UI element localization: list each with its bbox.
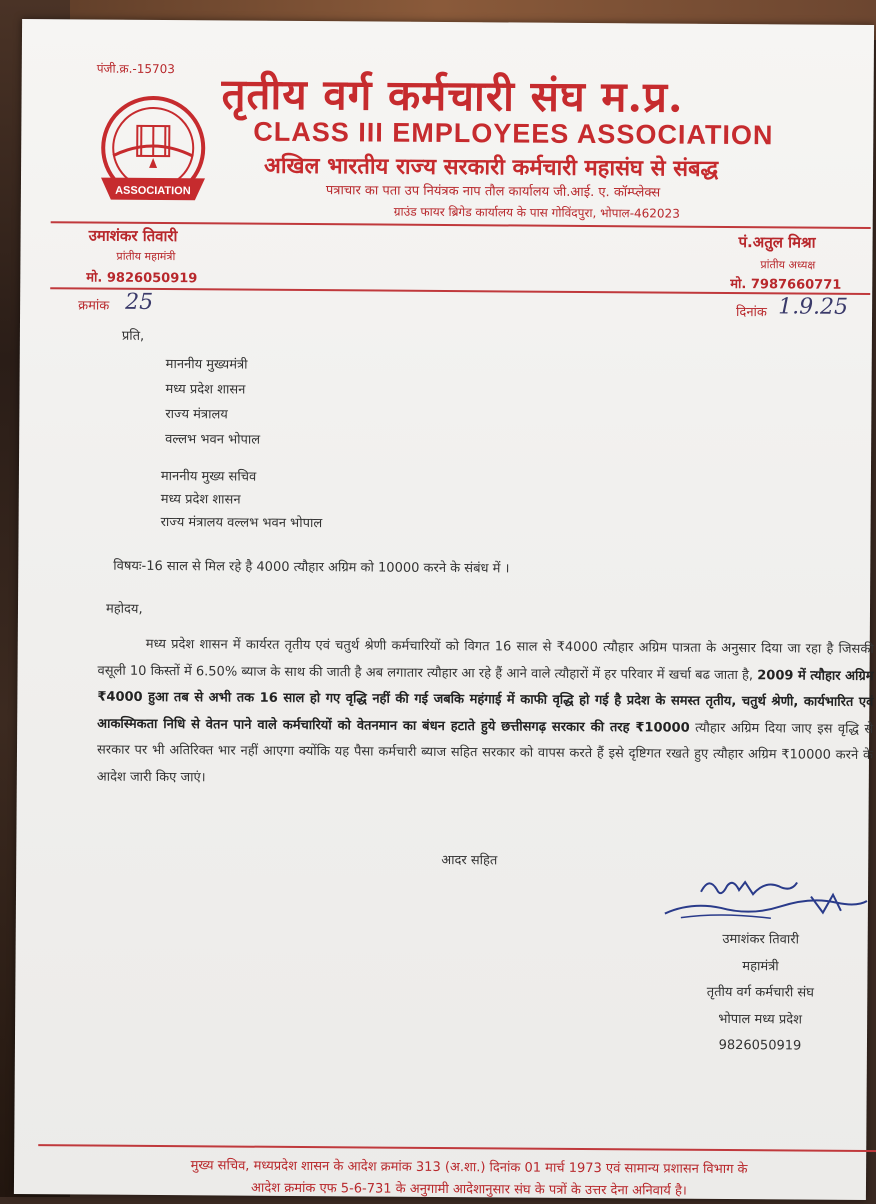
association-title-english: CLASS III EMPLOYEES ASSOCIATION (253, 117, 773, 152)
right-officer-mobile: मो. 7987660771 (730, 274, 841, 293)
logo-text: ASSOCIATION (115, 185, 191, 198)
subject-line: विषयः-16 साल से मिल रहे है 4000 त्यौहार अग्रिम को 10000 करने के संबंध में । (113, 556, 509, 577)
recipient-2-line: राज्य मंत्रालय वल्लभ भवन भोपाल (161, 511, 323, 535)
signatory-organization: तृतीय वर्ग कर्मचारी संघ (655, 979, 865, 1007)
body-text-part-3: त्यौहार अग्रिम दिया जाए इस वृद्धि से सरकार पर भी अतिरिक्त भार नहीं आएगा क्योंकि यह पैसा कर्मचारी ब्याज सहित सरकार को वापस करते हैं इसे दृष्टिगत रखते हुए त्यौहार अग्रिम ₹10000 करने के आदेश जारी किए जाएं। (97, 720, 873, 785)
recipient-1-line: मध्य प्रदेश शासन (165, 377, 260, 403)
recipient-1-line: माननीय मुख्यमंत्री (166, 352, 261, 378)
address-line-1: पत्राचार का पता उप नियंत्रक नाप तौल कार्यालय जी.आई. ए. कॉम्प्लेक्स (326, 180, 660, 200)
date-label: दिनांक (736, 302, 767, 320)
recipient-2-line: मध्य प्रदेश शासन (161, 488, 323, 512)
body-paragraph (97, 632, 874, 796)
affiliation-line: अखिल भारतीय राज्य सरकारी कर्मचारी महासंघ से संबद्ध (264, 150, 718, 183)
footer-line-2: आदेश क्रमांक एफ 5-6-731 के अनुगामी आदेशानुसार संघ के पत्रों के उत्तर देना अनिवार्य है। (74, 1176, 864, 1204)
right-officer-designation: प्रांतीय अध्यक्ष (760, 257, 815, 272)
left-officer-designation: प्रांतीय महामंत्री (116, 249, 175, 264)
recipient-block-2 (161, 465, 323, 535)
recipient-prefix: प्रति, (122, 326, 144, 344)
date-value: 1.9.25 (778, 294, 848, 319)
handwritten-signature (661, 872, 873, 929)
left-officer-mobile: मो. 9826050919 (86, 267, 197, 286)
footer-line-1: मुख्य सचिव, मध्यप्रदेश शासन के आदेश क्रमांक 313 (अ.शा.) दिनांक 01 मार्च 1973 एवं सामान्य प्रशासन विभाग के (74, 1154, 864, 1182)
recipient-2-line: माननीय मुख्य सचिव (161, 465, 323, 489)
letter-paper (14, 19, 874, 1200)
right-officer-name: पं.अतुल मिश्रा (739, 232, 816, 253)
signatory-phone: 9826050919 (655, 1032, 865, 1060)
left-officer-name: उमाशंकर तिवारी (89, 226, 178, 247)
registration-number: पंजी.क्र.-15703 (97, 60, 175, 78)
footer-divider (38, 1144, 876, 1152)
body-text-bold: 2009 में त्यौहार अग्रिम ₹4000 हुआ तब से अभी तक 16 साल हो गए वृद्धि नहीं की गई जबकि महंगाई में काफी वृद्धि हो गई है प्रदेश के समस्त तृतीय, चतुर्थ श्रेणी, कार्यभारित एवं आकस्मिकता निधि से वेतन पाने वाले कर्मचारियों को वेतनमान का बंधन हटाते हुये छत्तीसगढ़ सरकार की तरह ₹10000 (97, 668, 873, 736)
association-title-hindi: तृतीय वर्ग कर्मचारी संघ म.प्र. (221, 64, 683, 124)
reference-number-value: 25 (125, 290, 153, 315)
signatory-name: उमाशंकर तिवारी (656, 926, 866, 954)
signatory-designation: महामंत्री (655, 953, 865, 981)
signatory-location: भोपाल मध्य प्रदेश (655, 1006, 865, 1034)
address-line-2: ग्राउंड फायर ब्रिगेड कार्यालय के पास गोविंदपुरा, भोपाल-462023 (394, 203, 680, 222)
reference-number-label: क्रमांक (78, 295, 109, 313)
recipient-1-line: राज्य मंत्रालय (165, 402, 260, 428)
association-logo (91, 96, 224, 213)
salutation: महोदय, (106, 599, 143, 617)
signature-block (655, 926, 866, 1060)
recipient-1-line: वल्लभ भवन भोपाल (165, 427, 260, 453)
recipient-block-1 (165, 352, 261, 453)
body-text-part-1: मध्य प्रदेश शासन में कार्यरत तृतीय एवं चतुर्थ श्रेणी कर्मचारियों को विगत 16 साल से ₹4000 त्यौहार अग्रिम पात्रता के अनुसार दिया जा रहा है जिसकी वसूली 10 किस्तों में 6.50% ब्याज के साथ की जाती है अब लगातार त्यौहार आ रहे हैं आने वाले त्यौहारों में हर परिवार में खर्चा बढ जाता है, (98, 637, 874, 683)
closing-line: आदर सहित (441, 850, 497, 868)
